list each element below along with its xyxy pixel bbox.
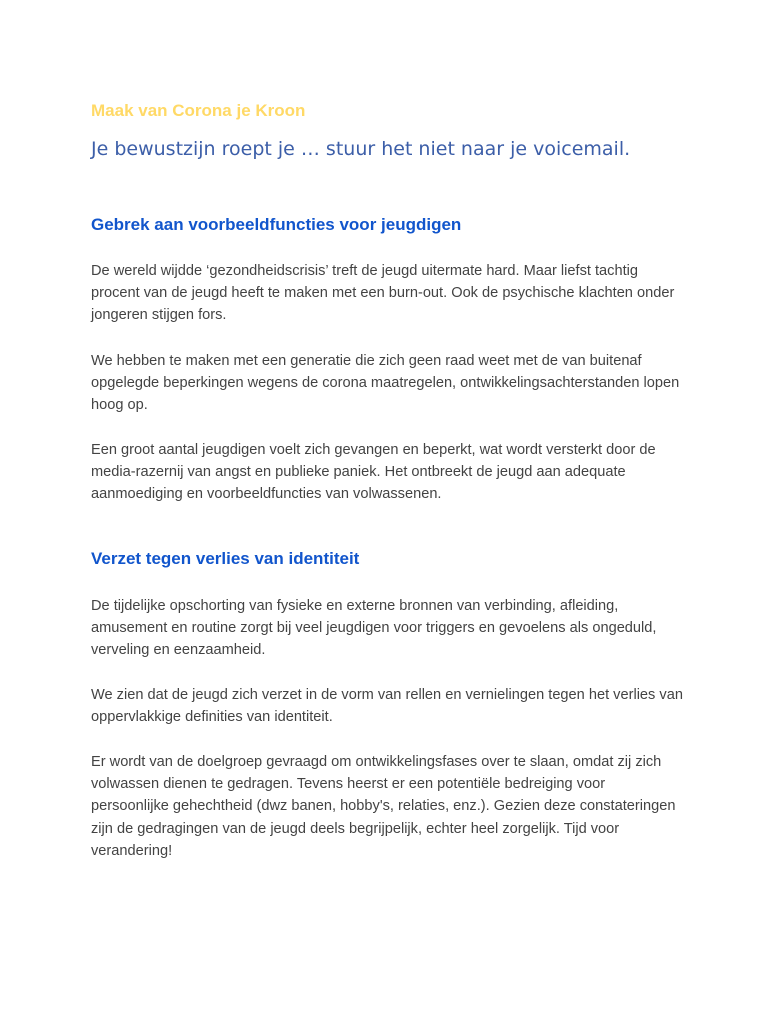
section-heading-2: Verzet tegen verlies van identiteit bbox=[91, 549, 360, 568]
section-2-paragraph-3: Er wordt van de doelgroep gevraagd om ontwikkelingsfases over te slaan, omdat zij zich volwassen dienen te gedragen. Tevens heerst er een potentiële bedreiging voor persoonlijke gehechtheid (dwz banen, hobby's, relaties, enz.). Gezien deze constateringen zijn de gedragingen van de jeugd deels begrijpelijk, echter heel zorgelijk. Tijd voor verandering! bbox=[91, 754, 676, 859]
section-2-paragraph-1: De tijdelijke opschorting van fysieke en externe bronnen van verbinding, afleiding, amusement en routine zorgt bij veel jeugdigen voor triggers en gevoelens als ongeduld, verveling en eenzaamheid. bbox=[91, 598, 657, 659]
section-1-paragraph-2: We hebben te maken met een generatie die zich geen raad weet met de van buitenaf opgelegde beperkingen wegens de corona maatregelen, ontwikkelingsachterstanden lopen hoog op. bbox=[91, 353, 680, 414]
document-subtitle: Je bewustzijn roept je … stuur het niet naar je voicemail. bbox=[91, 138, 631, 160]
section-1-paragraph-1: De wereld wijdde ‘gezondheidscrisis’ treft de jeugd uitermate hard. Maar liefst tachtig procent van de jeugd heeft te maken met een burn-out. Ook de psychische klachten onder jongeren stijgen fors. bbox=[91, 263, 675, 324]
section-2-paragraph-2: We zien dat de jeugd zich verzet in de vorm van rellen en vernielingen tegen het verlies van oppervlakkige definities van identiteit. bbox=[91, 687, 683, 726]
document-kicker: Maak van Corona je Kroon bbox=[91, 101, 306, 120]
section-1-paragraph-3: Een groot aantal jeugdigen voelt zich gevangen en beperkt, wat wordt versterkt door de media-razernij van angst en publieke paniek. Het ontbreekt de jeugd aan adequate aanmoediging en voorbeeldfuncties van volwassenen. bbox=[91, 442, 656, 503]
section-heading-1: Gebrek aan voorbeeldfuncties voor jeugdigen bbox=[91, 215, 462, 234]
